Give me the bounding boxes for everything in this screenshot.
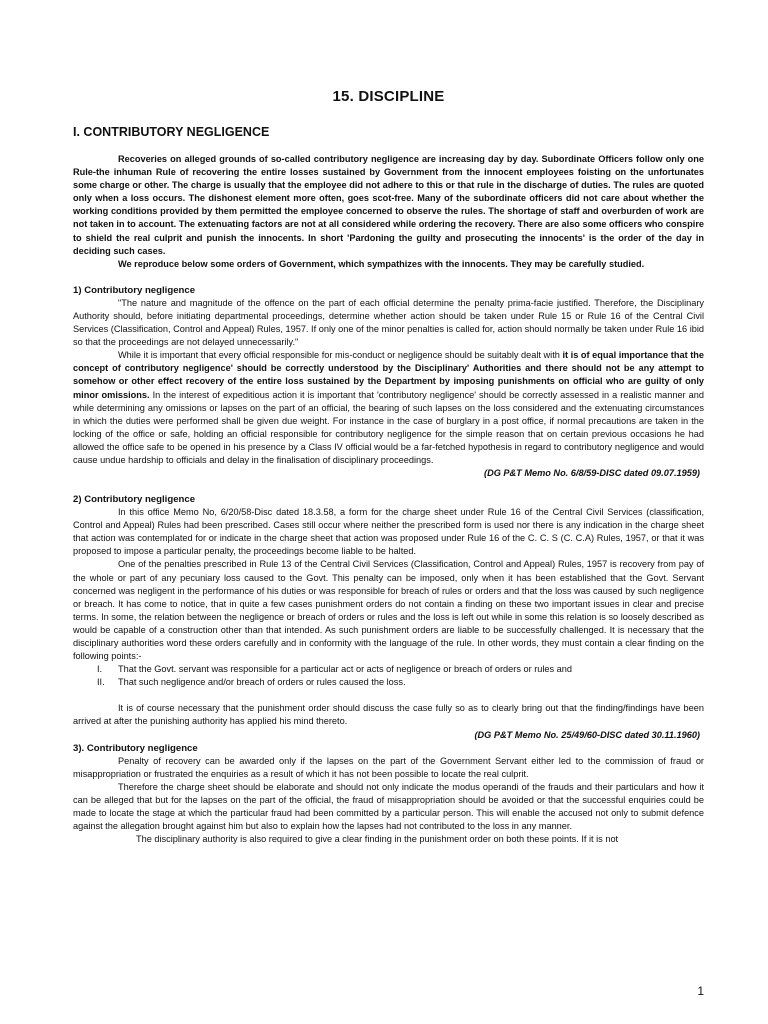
subsection-3-paragraph-3: The disciplinary authority is also required to give a clear finding in the punishment order on both these points. If it is not — [136, 834, 619, 845]
subsection-2-paragraph-1: In this office Memo No, 6/20/58-Disc dated 18.3.58, a form for the charge sheet under Rule 16 of the Central Civil Services (classification, Control and Appeal) Rules had been prescribed. Cases still occur where neither the prescribed form is used nor there is any indication in the charge sheet that action was contemplated for or indicate in the charge sheet that action was proposed under Rule 16 of the C. C. S (C. C.A) Rules, 1957, or that it was proposed to impose a particular penalty, the proceedings become liable to be halted. — [73, 507, 704, 557]
section-heading: I. CONTRIBUTORY NEGLIGENCE — [73, 125, 270, 139]
intro-paragraph-2: We reproduce below some orders of Government, which sympathizes with the innocents. They may be carefully studied. — [118, 258, 645, 269]
list-text: That such negligence and/or breach of orders or rules caused the loss. — [118, 677, 406, 688]
subsection-heading-1: 1) Contributory negligence — [73, 284, 196, 296]
subsection-3-paragraph-1: Penalty of recovery can be awarded only if the lapses on the part of the Government Servant either led to the commission of fraud or misappropriation or frustrated the enquiries as a result of which it has not been possible to locate the real culprit. — [73, 755, 704, 779]
paragraph-text: While it is important that every official responsible for mis-conduct or negligence should be suitably dealt with — [118, 350, 563, 361]
list-item — [73, 676, 704, 689]
paragraph-text: In the interest of expeditious action it is important that 'contributory negligence' should be correctly assessed in a realistic manner and while determining any omissions or lapses on the part of an official, the bearing of such lapses on the loss considered and the extenuating circumstances in which the duties were performed shall be given due weight. For instance in the case of burglary in a post office, if normal precautions are taken in the locking of the office or safe, holding an official responsible for contributory negligence for the simple reason that on certain previous occasions he had allowed the office safe to be opened in his presence by a Class IV official would be a far-fetched hypothesis in regard to contributory negligence and would cause undue hardship to officials and delay in the finalisation of disciplinary proceedings. — [73, 389, 704, 465]
list-item — [73, 663, 704, 676]
emphasis-text: it is of equal importance that the concept of contributory negligence' should be correctly understood by the Disciplinary' Authorities and there should not be any attempt to somehow or other effect recovery of the entire loss sustained by the Department by imposing punishments on official who are guilty of only minor omissions. — [73, 350, 704, 400]
subsection-heading-2: 2) Contributory negligence — [73, 494, 196, 506]
findings-list — [73, 663, 704, 689]
list-number: II. — [97, 677, 105, 688]
subsection-2-paragraph-2: One of the penalties prescribed in Rule 13 of the Central Civil Services (Classification, Control and Appeal) Rules, 1957 is recovery from pay of the whole or part of any pecuniary loss caused to the Govt. This penalty can be imposed, only when it has been established that the Govt. Servant concerned was negligent in the performance of his duties or was responsible for breach of rules or orders and that the loss was caused by such negligence or breach. It has come to notice, that in quite a few cases punishment orders do not contain a finding on these two important issues in clear and precise terms. In some, the relation between the negligence or breach of orders or rules and the loss is left out while in some this relation is so loosely described as would be capable of a construction other than that intended. As such punishment orders are liable to be successfully challenged. It is necessary that the disciplinary authorities word these orders carefully and in conformity with the language of the rule. In other words, they must contain a clear finding on the following points:- — [73, 559, 704, 662]
list-text: That the Govt. servant was responsible for a particular act or acts of negligence or breach of orders or rules and — [118, 664, 572, 675]
subsection-heading-3: 3). Contributory negligence — [73, 742, 198, 754]
subsection-2-paragraph-3: It is of course necessary that the punishment order should discuss the case fully so as to clearly bring out that the finding/findings have been arrived at after the punishing authority has applied his mind thereto. — [73, 703, 704, 727]
subsection-1-paragraph-2 — [73, 349, 704, 467]
memo-reference-1: (DG P&T Memo No. 6/8/59-DISC dated 09.07.1959) — [484, 468, 700, 479]
subsection-3-paragraph-2: Therefore the charge sheet should be elaborate and should not only indicate the modus operandi of the frauds and their particulars and how it can be alleged that but for the lapses on the part of the official, the fraud of misappropriation should be avoided or that the successful enquiries could be made to locate the stage at which the particular fraud had been committed by a particular person. This will enable the accused not only to submit defence against the allegation brought against him but also to explain how the lapses had not contributed to the loss in any manner. — [73, 781, 704, 832]
page-number: 1 — [697, 984, 704, 998]
intro-paragraph: Recoveries on alleged grounds of so-called contributory negligence are increasing day by day. Subordinate Officers follow only one Rule-the inhuman Rule of recovering the entire losses sustained by Government from the innocent employees foisting on the unfortunates some charge or other. The charge is usually that the employee did not adhere to this or that rule in the discharge of duties. The rules are quoted only when a loss occurs. The dishonest element more often, goes scot-free. Many of the subordinate officers did not care about whether the working conditions provided by them permitted the employee concerned to observe the rules. The shortage of staff and overburden of work are not taken in to account. The extenuating factors are not at all considered while ordering the recovery. There are also some officers who conspire to shield the real culprit and punish the innocents. In short 'Pardoning the guilty and prosecuting the innocents' is the order of the day in deciding such cases. — [73, 154, 704, 256]
memo-reference-2: (DG P&T Memo No. 25/49/60-DISC dated 30.11.1960) — [474, 729, 700, 740]
subsection-1-paragraph-1: "The nature and magnitude of the offence on the part of each official determine the penalty prima-facie justified. Therefore, the Disciplinary Authority should, before initiating departmental proceedings, determine whether action should be taken under Rule 15 or Rule 16 of the Central Civil Services (Classification, Control and Appeal) Rules, 1957. If only one of the minor penalties is called for, action should normally be taken under Rule 16 ibid so that the proceedings are not delayed unnecessarily." — [73, 297, 704, 348]
page-title: 15. DISCIPLINE — [332, 88, 445, 105]
list-number: I. — [97, 664, 103, 675]
